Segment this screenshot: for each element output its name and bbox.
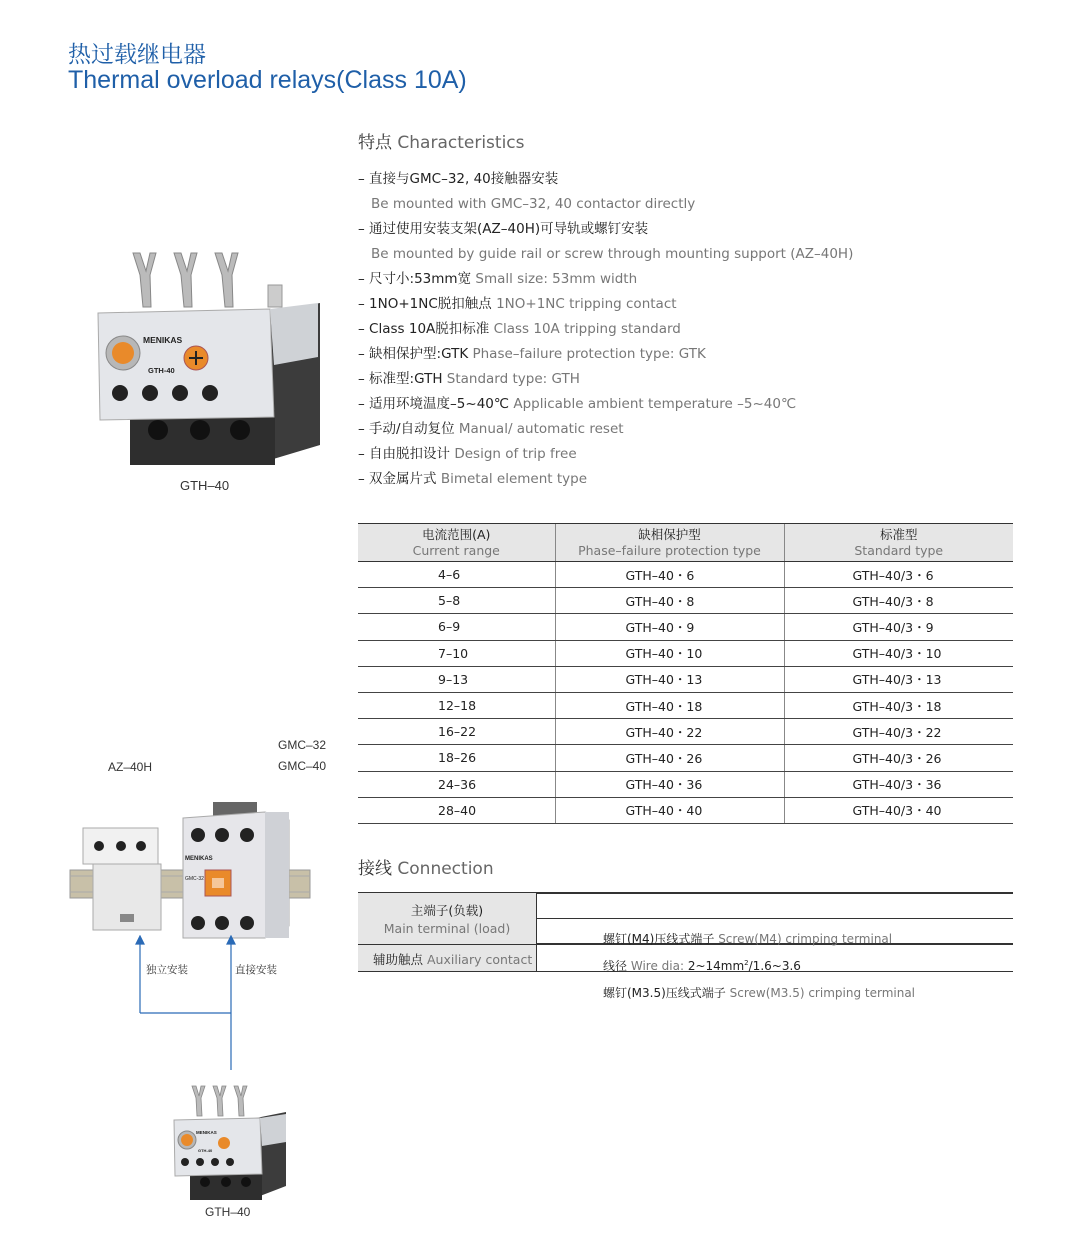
relay-small-model: GTH-40 bbox=[198, 1148, 213, 1153]
aux-contact-label-en: Auxiliary contact bbox=[427, 952, 533, 967]
characteristics-list bbox=[358, 167, 853, 492]
characteristic-item: Be mounted with GMC–32, 40 contactor directly bbox=[371, 196, 696, 212]
aux-contact-cell bbox=[358, 945, 536, 971]
contactor-label-32: GMC–32 bbox=[278, 738, 327, 752]
table-row: 7–10 GTH–40・10 GTH–40/3・10 bbox=[358, 640, 1013, 666]
table-row: 12–18 GTH–40・18 GTH–40/3・18 bbox=[358, 692, 1013, 718]
characteristic-item: – 标准型:GTH Standard type: GTH bbox=[358, 371, 580, 387]
connection-heading-en: Connection bbox=[397, 859, 494, 879]
connection-table bbox=[358, 892, 1013, 972]
relay-small-brand: MENIKAS bbox=[196, 1130, 217, 1135]
independent-mount-label: 独立安装 bbox=[146, 964, 188, 976]
relay-model-label: GTH-40 bbox=[148, 366, 175, 375]
contactor-model-label: GMC-32 bbox=[185, 876, 204, 882]
main-terminal-cell bbox=[358, 892, 536, 944]
table-row: 24–36 GTH–40・36 GTH–40/3・36 bbox=[358, 771, 1013, 797]
main-terminal-label-en: Main terminal (load) bbox=[383, 921, 511, 936]
column-header-current-range: 电流范围(A) Current range bbox=[358, 524, 555, 562]
relay-brand-label: MENIKAS bbox=[143, 335, 183, 345]
table-row: 5–8 GTH–40・8 GTH–40/3・8 bbox=[358, 588, 1013, 614]
model-spec-table bbox=[358, 523, 1013, 824]
contactor-label-40: GMC–40 bbox=[278, 759, 327, 773]
characteristics-heading bbox=[358, 128, 525, 153]
table-row: 16–22 GTH–40・22 GTH–40/3・22 bbox=[358, 719, 1013, 745]
characteristics-heading-en: Characteristics bbox=[397, 133, 525, 153]
table-row: 9–13 GTH–40・13 GTH–40/3・13 bbox=[358, 666, 1013, 692]
wire-diameter: 线径 Wire dia: $2\sim 14mm^2/1.6\sim 3.6$ bbox=[603, 959, 801, 973]
characteristic-item: – 缺相保护型:GTK Phase–failure protection type: GTK bbox=[358, 346, 706, 362]
table-row: 6–9 GTH–40・9 GTH–40/3・9 bbox=[358, 614, 1013, 640]
relay-small-image bbox=[170, 1082, 290, 1202]
characteristic-item: – 直接与GMC–32, 40接触器安装 bbox=[358, 171, 559, 187]
table-row: 28–40 GTH–40・40 GTH–40/3・40 bbox=[358, 797, 1013, 823]
connection-heading-cn: 接线 bbox=[358, 859, 392, 879]
relay-product-image bbox=[88, 245, 328, 470]
contactor-brand-label: MENIKAS bbox=[185, 856, 213, 862]
table-header-row bbox=[358, 524, 1013, 562]
column-header-standard: 标准型 Standard type bbox=[784, 524, 1013, 562]
column-header-phase-failure: 缺相保护型 Phase–failure protection type bbox=[555, 524, 784, 562]
characteristics-heading-cn: 特点 bbox=[358, 133, 392, 153]
table-row: 18–26 GTH–40・26 GTH–40/3・26 bbox=[358, 745, 1013, 771]
page-title-cn: 热过载继电器 bbox=[68, 42, 206, 68]
characteristic-item: – Class 10A脱扣标准 Class 10A tripping standard bbox=[358, 321, 681, 337]
characteristic-item: – 手动/自动复位 Manual/ automatic reset bbox=[358, 421, 624, 437]
characteristic-item: – 双金属片式 Bimetal element type bbox=[358, 471, 588, 487]
characteristic-item: Be mounted by guide rail or screw through mounting support (AZ–40H) bbox=[371, 246, 854, 262]
aux-contact-label-cn: 辅助触点 bbox=[373, 952, 424, 967]
relay-image-caption: GTH–40 bbox=[180, 478, 230, 493]
mounting-arrows bbox=[130, 935, 240, 1075]
mounting-diagram-image bbox=[65, 798, 315, 943]
characteristic-item: – 适用环境温度–5~40℃ Applicable ambient temperature –5~40℃ bbox=[358, 396, 797, 412]
bracket-label: AZ–40H bbox=[108, 760, 153, 774]
direct-mount-label: 直接安装 bbox=[235, 964, 277, 976]
page-title-en: Thermal overload relays(Class 10A) bbox=[68, 66, 467, 94]
characteristic-item: – 自由脱扣设计 Design of trip free bbox=[358, 446, 577, 462]
connection-heading bbox=[358, 854, 494, 879]
relay-small-caption: GTH–40 bbox=[205, 1205, 251, 1219]
table-row: 4–6 GTH–40・6 GTH–40/3・6 bbox=[358, 562, 1013, 588]
main-terminal-label-cn: 主端子(负载) bbox=[410, 903, 484, 918]
aux-contact-spec: 螺钉(M3.5)压线式端子 Screw(M3.5) crimping terminal bbox=[603, 986, 916, 1000]
characteristic-item: – 通过使用安装支架(AZ–40H)可导轨或螺钉安装 bbox=[358, 221, 649, 237]
main-terminal-spec: 螺钉(M4)压线式端子 Screw(M4) crimping terminal bbox=[603, 932, 893, 946]
characteristic-item: – 尺寸小:53mm宽 Small size: 53mm width bbox=[358, 271, 638, 287]
characteristic-item: – 1NO+1NC脱扣触点 1NO+1NC tripping contact bbox=[358, 296, 677, 312]
